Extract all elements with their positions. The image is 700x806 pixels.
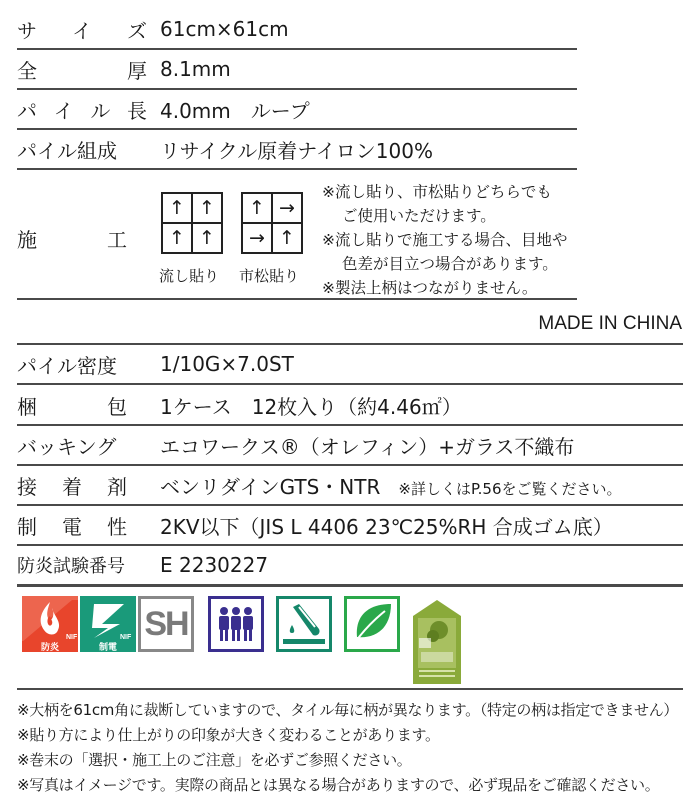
adhesive-name: ベンリダインGTS・NTR — [160, 474, 381, 499]
label-char: 着 — [62, 474, 82, 499]
spec-label — [17, 135, 147, 164]
spec-row-adhesive — [17, 466, 683, 506]
sick-house-sh-icon: SH — [138, 596, 194, 652]
spec-label — [17, 471, 127, 500]
label-char: サ — [17, 18, 37, 43]
spec-value: 1/10G×7.0ST — [160, 352, 294, 376]
spec-row-backing — [17, 426, 683, 466]
label-char: イ — [72, 18, 92, 43]
arrow-up-icon: ↑ — [192, 193, 222, 223]
label-char: パ — [17, 98, 37, 123]
spec-row-fire-test-number — [17, 546, 683, 587]
label-char: 電 — [62, 514, 82, 539]
spec-row-pile-density — [17, 345, 683, 385]
footer-note: ※巻末の「選択・施工上のご注意」を必ずご参照ください。 — [17, 751, 412, 769]
label-char: イ — [53, 98, 74, 123]
pattern-diagram-checkerboard — [241, 192, 303, 254]
label-char: 厚 — [127, 58, 147, 83]
footer-notes — [17, 688, 683, 798]
note-line: ※流し貼りで施工する場合、目地や — [322, 231, 568, 249]
note-line: 色差が目立つ場合があります。 — [342, 255, 558, 273]
spec-label — [17, 431, 127, 460]
label-char: パイル密度 — [17, 353, 117, 378]
label-char: 長 — [126, 98, 147, 123]
arrow-right-icon: → — [272, 193, 302, 223]
spec-row-thickness — [17, 50, 577, 90]
spec-row-size — [17, 10, 577, 50]
svg-text:防炎: 防炎 — [40, 643, 60, 652]
label-char: 工 — [107, 228, 127, 252]
construction-notes — [322, 180, 568, 300]
spec-label — [17, 55, 147, 84]
pattern-caption: 市松貼り — [239, 267, 300, 285]
label-char: ズ — [127, 18, 147, 43]
label-char: ル — [90, 98, 111, 123]
spec-value: 2KV以下（JIS L 4406 23℃25%RH 合成ゴム底） — [160, 514, 613, 539]
eco-leaf-icon — [344, 596, 400, 652]
footer-note: ※大柄を61cm角に裁断していますので、タイル毎に柄が異なります。（特定の柄は指定できません） — [17, 701, 679, 719]
label-char: 包 — [107, 394, 127, 419]
pattern-caption: 流し貼り — [159, 267, 220, 285]
arrow-up-icon: ↑ — [242, 193, 272, 223]
fire-retardant-icon — [22, 596, 78, 652]
spec-row-pile-composition — [17, 130, 577, 170]
arrow-right-icon: → — [242, 223, 272, 253]
note-line: ※製法上柄はつながりません。 — [322, 279, 538, 297]
spec-value: E 2230227 — [160, 553, 269, 577]
footer-note: ※写真はイメージです。実際の商品とは異なる場合がありますので、必ず現品をご確認ください。 — [17, 776, 660, 794]
nif-mark: NIF — [120, 634, 132, 641]
label-char: 全 — [17, 58, 37, 83]
spec-label — [17, 15, 147, 44]
spec-row-construction — [17, 172, 577, 300]
origin-label: MADE IN CHINA — [538, 313, 682, 334]
label-char: 梱 — [17, 394, 37, 419]
spec-value: 61cm×61cm — [160, 17, 289, 41]
adhesive-note: ※詳しくはP.56をご覧ください。 — [398, 479, 622, 498]
note-line: ご使用いただけます。 — [342, 207, 496, 225]
spec-label — [17, 350, 127, 379]
pattern-diagram-straight — [161, 192, 223, 254]
arrow-up-icon: ↑ — [162, 193, 192, 223]
spec-row-pile-length — [17, 90, 577, 130]
note-line: ※流し貼り、市松貼りどちらでも — [322, 183, 552, 201]
spec-value: 4.0mm ループ — [160, 98, 310, 123]
chemical-resistance-icon — [276, 596, 332, 652]
spec-row-antistatic — [17, 506, 683, 546]
label-char: バッキング — [17, 434, 117, 459]
people-safety-icon — [208, 596, 264, 652]
label-char: 防炎試験番号 — [17, 556, 125, 577]
spec-value — [160, 471, 622, 500]
label-char: 施 — [17, 228, 37, 252]
spec-value: リサイクル原着ナイロン100% — [160, 138, 433, 163]
label-char: 性 — [107, 514, 127, 539]
label-char: パイル組成 — [17, 138, 117, 163]
label-char: 制 — [17, 514, 37, 539]
spec-value: エコワークス®（オレフィン）+ガラス不織布 — [160, 434, 575, 459]
arrow-up-icon: ↑ — [272, 223, 302, 253]
spec-label — [17, 511, 127, 540]
footer-note: ※貼り方により仕上がりの印象が大きく変わることがあります。 — [17, 726, 440, 744]
spec-label — [17, 391, 127, 420]
arrow-up-icon: ↑ — [162, 223, 192, 253]
spec-label — [17, 224, 127, 253]
svg-text:制電: 制電 — [98, 643, 118, 652]
spec-row-packing — [17, 386, 683, 426]
spec-label — [17, 95, 147, 124]
spec-value: 1ケース 12枚入り（約4.46㎡） — [160, 394, 462, 419]
label-char: 接 — [17, 474, 37, 499]
label-char: 剤 — [107, 474, 127, 499]
nif-mark: NIF — [66, 634, 78, 641]
spec-value: 8.1mm — [160, 57, 231, 81]
antistatic-icon — [80, 596, 136, 652]
spec-label — [17, 552, 127, 578]
arrow-up-icon: ↑ — [192, 223, 222, 253]
green-label-icon — [413, 600, 461, 684]
